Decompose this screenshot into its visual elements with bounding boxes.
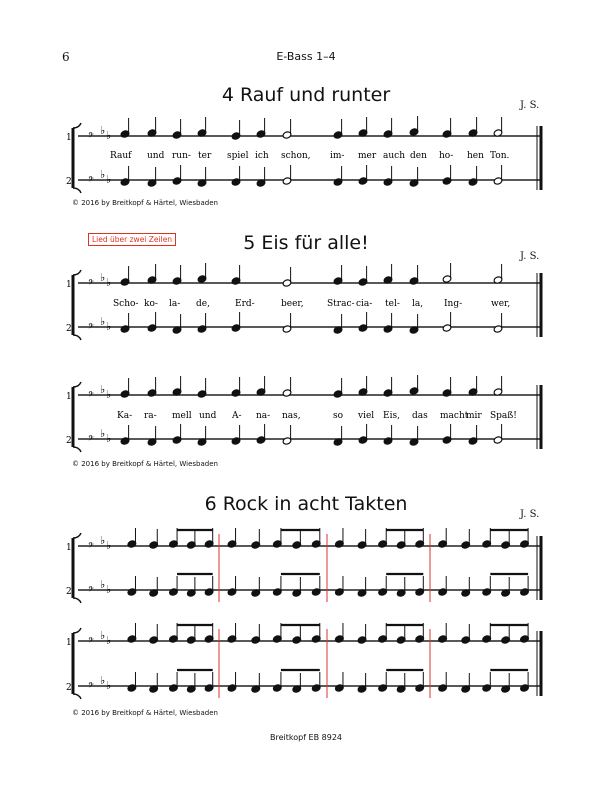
lyric-syllable: Ton. <box>490 151 510 161</box>
flat-icon: ♭ <box>106 679 112 692</box>
flat-icon: ♭ <box>100 315 106 328</box>
staff-label-1: 1 <box>66 543 72 553</box>
lyric-syllable: Erd- <box>235 299 255 309</box>
staff-label-2: 2 <box>66 683 72 693</box>
lyric-syllable: la, <box>412 299 424 309</box>
bass-clef-icon: 𝄢 <box>88 637 94 647</box>
lyric-syllable: Rauf <box>110 151 132 161</box>
bass-clef-icon: 𝄢 <box>88 391 94 401</box>
bass-clef-icon: 𝄢 <box>88 542 94 552</box>
composer-4: J. S. <box>520 100 540 111</box>
tab-clef-icon: 𝄢 <box>88 435 94 445</box>
staff-label-1: 1 <box>66 133 72 143</box>
flat-icon: ♭ <box>106 173 112 186</box>
bracket-hook <box>73 694 81 699</box>
flat-icon: ♭ <box>100 674 106 687</box>
lyric-syllable: ra- <box>144 411 157 421</box>
flat-icon: ♭ <box>106 276 112 289</box>
lyric-syllable: schon, <box>281 151 311 161</box>
lyric-syllable: na- <box>256 411 271 421</box>
flat-icon: ♭ <box>100 383 106 396</box>
lyric-syllable: ich <box>255 151 269 161</box>
flat-icon: ♭ <box>106 388 112 401</box>
lyric-syllable: auch <box>383 151 405 161</box>
tab-clef-icon: 𝄢 <box>88 682 94 692</box>
piece-title-5: 5 Eis für alle! <box>243 232 369 254</box>
staff-label-1: 1 <box>66 280 72 290</box>
flat-icon: ♭ <box>100 578 106 591</box>
staff-label-2: 2 <box>66 324 72 334</box>
bracket-hook <box>73 123 81 128</box>
lyric-syllable: Strac- <box>327 299 355 309</box>
lyric-syllable: hen <box>467 151 484 161</box>
lyric-syllable: Ing- <box>444 299 463 309</box>
flat-icon: ♭ <box>106 634 112 647</box>
lyric-syllable: mell <box>172 411 192 421</box>
lyric-syllable: tel- <box>385 299 400 309</box>
bass-clef-icon: 𝄢 <box>88 132 94 142</box>
lyric-syllable: spiel <box>227 151 249 161</box>
bracket-hook <box>73 335 81 340</box>
flat-icon: ♭ <box>106 539 112 552</box>
piece-title-4: 4 Rauf und runter <box>221 84 391 106</box>
lyric-syllable: im- <box>330 151 345 161</box>
lyric-syllable: run- <box>172 151 191 161</box>
flat-icon: ♭ <box>106 129 112 142</box>
lyric-syllable: Ka- <box>117 411 133 421</box>
lyric-syllable: A- <box>232 411 242 421</box>
lyric-syllable: mir <box>466 411 482 421</box>
bracket-hook <box>73 598 81 603</box>
tab-clef-icon: 𝄢 <box>88 323 94 333</box>
bracket-hook <box>73 533 81 538</box>
lyric-syllable: ter <box>198 151 212 161</box>
composer-5: J. S. <box>520 251 540 262</box>
flat-icon: ♭ <box>106 432 112 445</box>
footer-catalog: Breitkopf EB 8924 <box>269 733 342 742</box>
flat-icon: ♭ <box>100 427 106 440</box>
lyric-syllable: Spaß! <box>490 411 517 421</box>
lyric-syllable: ho- <box>439 151 454 161</box>
piece-title-6: 6 Rock in acht Takten <box>204 493 408 515</box>
bracket-hook <box>73 628 81 633</box>
page-number: 6 <box>62 50 70 64</box>
composer-6: J. S. <box>520 509 540 520</box>
bass-clef-icon: 𝄢 <box>88 279 94 289</box>
lyric-syllable: la- <box>169 299 181 309</box>
flat-icon: ♭ <box>100 124 106 137</box>
staff-label-2: 2 <box>66 436 72 446</box>
copyright-6: © 2016 by Breitkopf & Härtel, Wiesbaden <box>72 709 218 717</box>
lyric-syllable: beer, <box>281 299 304 309</box>
flat-icon: ♭ <box>100 271 106 284</box>
flat-icon: ♭ <box>106 583 112 596</box>
lyric-syllable: cia- <box>356 299 373 309</box>
lyric-syllable: Eis, <box>383 411 400 421</box>
bracket-hook <box>73 447 81 452</box>
tab-clef-icon: 𝄢 <box>88 176 94 186</box>
running-header: E-Bass 1–4 <box>276 50 336 63</box>
staff-label-2: 2 <box>66 587 72 597</box>
copyright-5: © 2016 by Breitkopf & Härtel, Wiesbaden <box>72 460 218 468</box>
lyric-syllable: so <box>333 411 344 421</box>
bracket-hook <box>73 382 81 387</box>
lyric-syllable: den <box>410 151 427 161</box>
lyric-syllable: ko- <box>144 299 158 309</box>
staff-label-1: 1 <box>66 392 72 402</box>
lyric-syllable: und <box>199 411 217 421</box>
lyric-syllable: Scho- <box>113 299 139 309</box>
flat-icon: ♭ <box>100 168 106 181</box>
flat-icon: ♭ <box>106 320 112 333</box>
staff-label-1: 1 <box>66 638 72 648</box>
lyric-syllable: macht <box>440 411 469 421</box>
lyric-syllable: nas, <box>282 411 301 421</box>
bracket-hook <box>73 188 81 193</box>
bracket-hook <box>73 270 81 275</box>
flat-icon: ♭ <box>100 629 106 642</box>
annotation-box: Lied über zwei Zeilen <box>88 233 176 246</box>
tab-clef-icon: 𝄢 <box>88 586 94 596</box>
lyric-syllable: das <box>412 411 428 421</box>
lyric-syllable: mer <box>358 151 377 161</box>
lyric-syllable: viel <box>358 411 375 421</box>
flat-icon: ♭ <box>100 534 106 547</box>
copyright-4: © 2016 by Breitkopf & Härtel, Wiesbaden <box>72 199 218 207</box>
lyric-syllable: und <box>147 151 165 161</box>
lyric-syllable: wer, <box>491 299 511 309</box>
staff-label-2: 2 <box>66 177 72 187</box>
lyric-syllable: de, <box>196 299 210 309</box>
